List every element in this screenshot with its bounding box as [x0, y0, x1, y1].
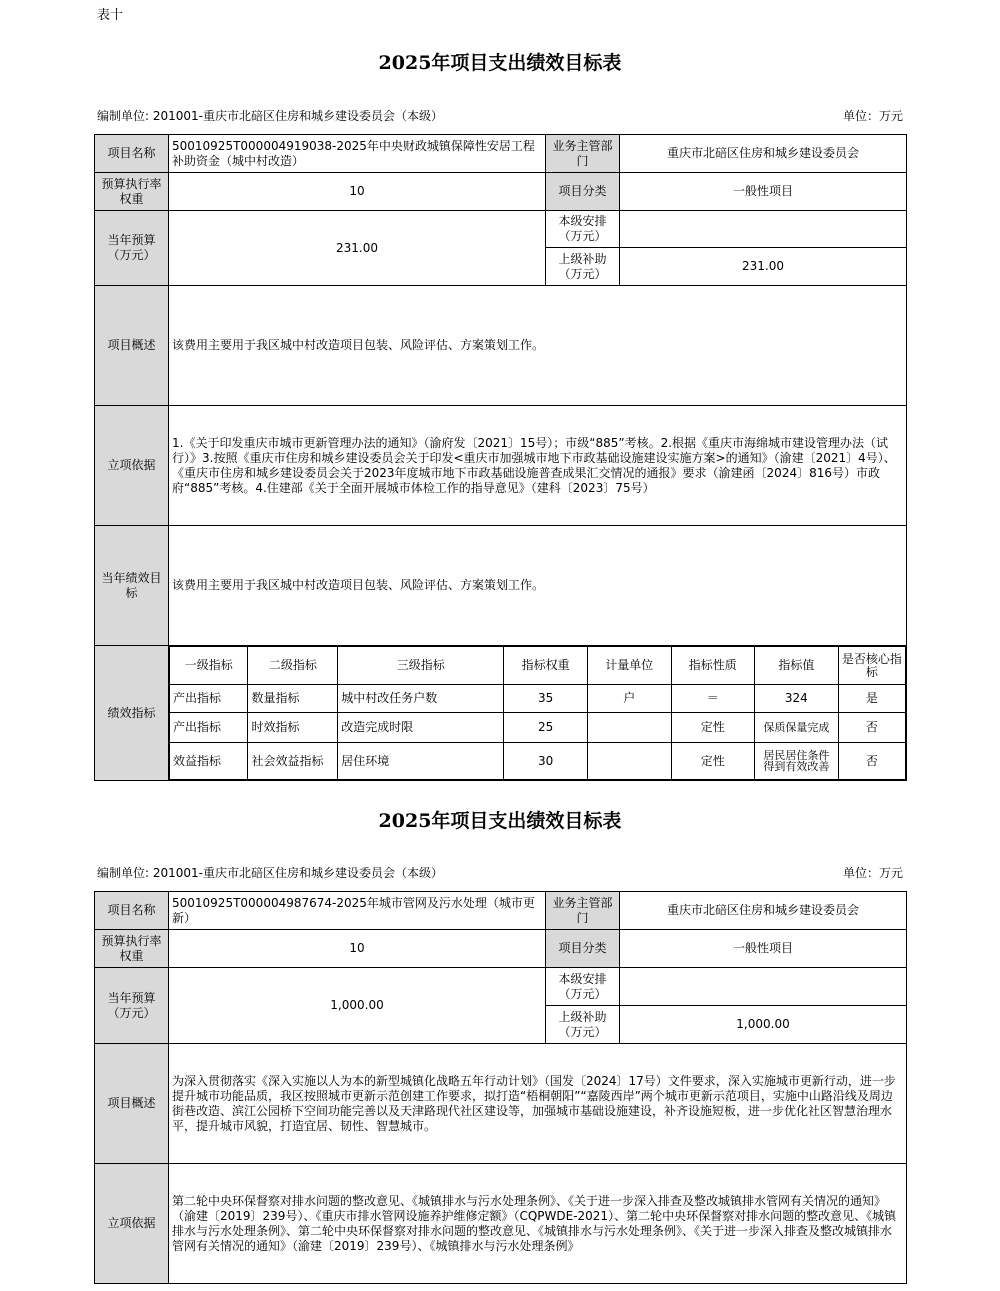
ind-cell: 效益指标: [170, 743, 248, 780]
table1-unit-left: 编制单位: 201001-重庆市北碚区住房和城乡建设委员会（本级）: [97, 109, 443, 123]
basis-text: 1.《关于印发重庆市城市更新管理办法的通知》（渝府发〔2021〕15号）；市级“885”考核。2.根据《重庆市海绵城市建设管理办法（试行）》3.按照《重庆市住房和城乡建设委员会关于印发<重庆市加强城市地下市政基础设施建设实施方案>的通知》（渝建〔2021〕4号）、《重庆市住房和城乡建设委员会关于2023年度城市地下市政基础设施普查成果汇交情况的通报》要求（渝建函〔2024〕816号）市政府“885”考核。4.住建部《关于全面开展城市体检工作的指导意见》（建科〔2023〕75号）: [169, 406, 907, 526]
budget-value: 1,000.00: [169, 968, 546, 1044]
category-value: 一般性项目: [620, 930, 907, 968]
label-dept: 业务主管部门: [546, 135, 620, 173]
indicators-table: [169, 646, 906, 780]
label-basis: 立项依据: [95, 1164, 169, 1284]
ind-cell: 居民居住条件得到有效改善: [755, 743, 839, 780]
ind-cell: 保质保量完成: [755, 713, 839, 743]
upper-value: 1,000.00: [620, 1006, 907, 1044]
ind-header: 指标值: [755, 647, 839, 685]
ind-header: 二级指标: [248, 647, 338, 685]
table2-unit-right: 单位：万元: [842, 866, 903, 880]
ind-header: 指标性质: [671, 647, 755, 685]
label-basis: 立项依据: [95, 406, 169, 526]
table2-title: 2025年项目支出绩效目标表: [378, 810, 622, 832]
label-upper: 上级补助（万元）: [546, 248, 620, 286]
label-goal: 当年绩效目标: [95, 526, 169, 646]
label-upper: 上级补助（万元）: [546, 1006, 620, 1044]
label-project-name: 项目名称: [95, 892, 169, 930]
goal-text: 该费用主要用于我区城中村改造项目包装、风险评估、方案策划工作。: [169, 526, 907, 646]
ind-header: 三级指标: [338, 647, 504, 685]
ind-cell: 定性: [671, 713, 755, 743]
ind-header: 是否核心指标: [838, 647, 905, 685]
category-value: 一般性项目: [620, 173, 907, 211]
ind-cell: 社会效益指标: [248, 743, 338, 780]
dept: 重庆市北碚区住房和城乡建设委员会: [620, 135, 907, 173]
label-category: 项目分类: [546, 173, 620, 211]
weight-value: 10: [169, 930, 546, 968]
ind-cell: 是: [838, 685, 905, 713]
ind-cell: 否: [838, 713, 905, 743]
label-overview: 项目概述: [95, 1044, 169, 1164]
table2-grid: [94, 891, 907, 1284]
ind-header: 指标权重: [504, 647, 588, 685]
indicators-header-row: [170, 647, 906, 685]
label-local: 本级安排（万元）: [546, 211, 620, 248]
label-indicators: 绩效指标: [95, 646, 169, 781]
label-overview: 项目概述: [95, 286, 169, 406]
table2-unit-left: 编制单位: 201001-重庆市北碚区住房和城乡建设委员会（本级）: [97, 866, 443, 880]
ind-cell: 25: [504, 713, 588, 743]
weight-value: 10: [169, 173, 546, 211]
indicators-cell: [169, 646, 907, 781]
project-name: 50010925T000004987674-2025年城市管网及污水处理（城市更新）: [169, 892, 546, 930]
ind-cell: 35: [504, 685, 588, 713]
label-dept: 业务主管部门: [546, 892, 620, 930]
overview-text: 该费用主要用于我区城中村改造项目包装、风险评估、方案策划工作。: [169, 286, 907, 406]
label-project-name: 项目名称: [95, 135, 169, 173]
ind-cell: [587, 743, 671, 780]
ind-header: 计量单位: [587, 647, 671, 685]
ind-cell: 产出指标: [170, 685, 248, 713]
ind-cell: 改造完成时限: [338, 713, 504, 743]
table-row: [170, 713, 906, 743]
corner-label: 表十: [97, 8, 124, 23]
table-row: [170, 685, 906, 713]
local-value: [620, 211, 907, 248]
ind-cell: 定性: [671, 743, 755, 780]
table1-title: 2025年项目支出绩效目标表: [378, 52, 622, 74]
upper-value: 231.00: [620, 248, 907, 286]
dept: 重庆市北碚区住房和城乡建设委员会: [620, 892, 907, 930]
local-value: [620, 968, 907, 1006]
ind-cell: 否: [838, 743, 905, 780]
budget-value: 231.00: [169, 211, 546, 286]
label-category: 项目分类: [546, 930, 620, 968]
label-budget: 当年预算（万元）: [95, 211, 169, 286]
ind-cell: 时效指标: [248, 713, 338, 743]
ind-cell: ＝: [671, 685, 755, 713]
ind-cell: 居住环境: [338, 743, 504, 780]
basis-text: 第二轮中央环保督察对排水问题的整改意见、《城镇排水与污水处理条例》、《关于进一步深入排查及整改城镇排水管网有关情况的通知》（渝建〔2019〕239号）、《重庆市排水管网设施养护维修定额》（CQPWDE-2021）、第二轮中央环保督察对排水问题的整改意见、《城镇排水与污水处理条例》、第二轮中央环保督察对排水问题的整改意见、《城镇排水与污水处理条例》、《关于进一步深入排查及整改城镇排水管网有关情况的通知》（渝建〔2019〕239号）、《城镇排水与污水处理条例》: [169, 1164, 907, 1284]
table-row: [170, 743, 906, 780]
label-budget: 当年预算（万元）: [95, 968, 169, 1044]
ind-cell: 产出指标: [170, 713, 248, 743]
table1-unit-right: 单位：万元: [842, 109, 903, 123]
ind-cell: 数量指标: [248, 685, 338, 713]
label-local: 本级安排（万元）: [546, 968, 620, 1006]
ind-cell: 户: [587, 685, 671, 713]
overview-text: 为深入贯彻落实《深入实施以人为本的新型城镇化战略五年行动计划》（国发〔2024〕17号）文件要求，深入实施城市更新行动，进一步提升城市功能品质，我区按照城市更新示范创建工作要求，拟打造“梧桐朝阳”“嘉陵西岸”两个城市更新示范项目，实施中山路沿线及周边街巷改造、滨江公园桥下空间功能完善以及天津路现代社区建设等，加强城市基础设施建设，补齐设施短板，进一步优化社区智慧治理水平，提升城市风貌，打造宜居、韧性、智慧城市。: [169, 1044, 907, 1164]
ind-cell: [587, 713, 671, 743]
table1-grid: [94, 134, 907, 781]
ind-header: 一级指标: [170, 647, 248, 685]
ind-cell: 城中村改任务户数: [338, 685, 504, 713]
ind-cell: 30: [504, 743, 588, 780]
label-weight: 预算执行率权重: [95, 173, 169, 211]
project-name: 50010925T000004919038-2025年中央财政城镇保障性安居工程补助资金（城中村改造）: [169, 135, 546, 173]
label-weight: 预算执行率权重: [95, 930, 169, 968]
ind-cell: 324: [755, 685, 839, 713]
